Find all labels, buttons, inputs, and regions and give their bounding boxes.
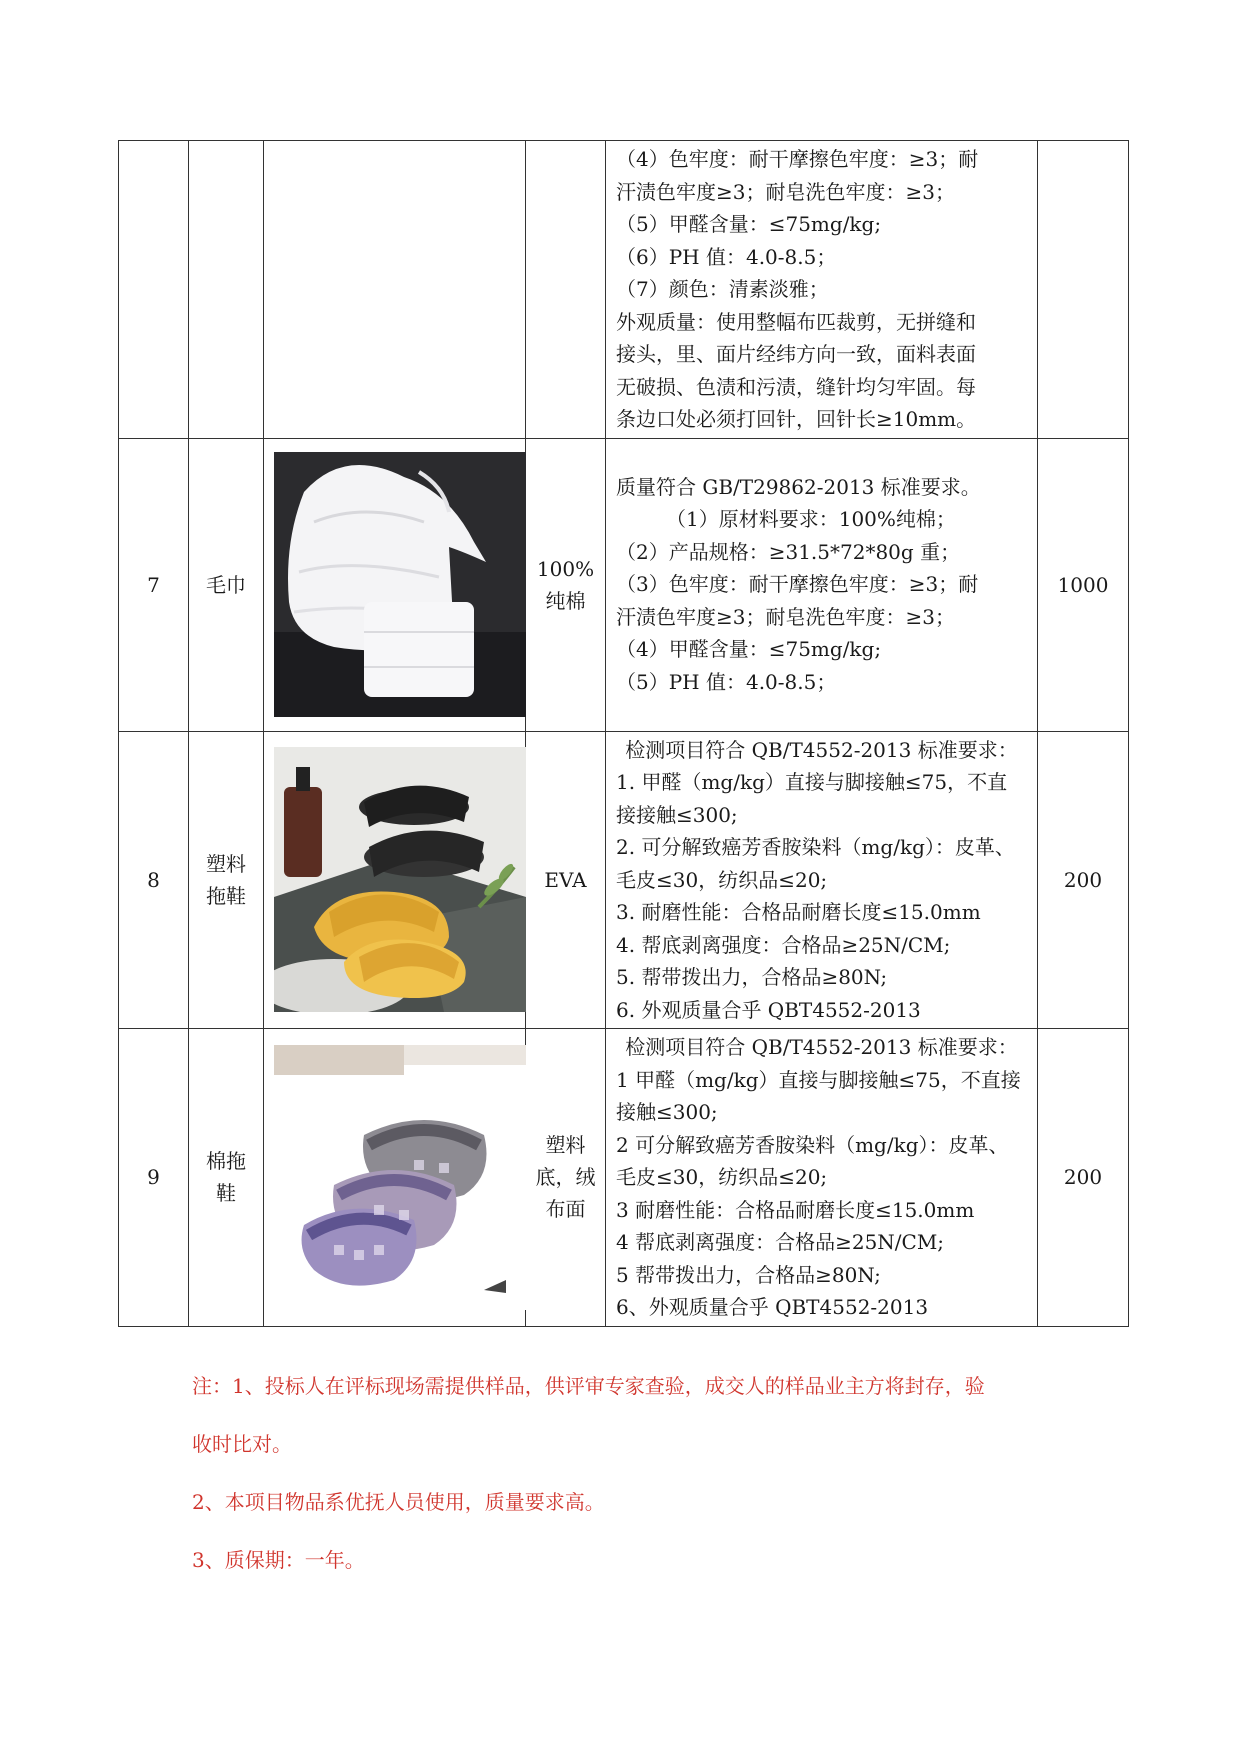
req-line: 2 可分解致癌芳香胺染料（mg/kg）：皮革、 (616, 1132, 1009, 1157)
table-row (119, 438, 1129, 731)
item-name (189, 731, 264, 1029)
spec-table (118, 140, 1129, 1327)
item-image-cell (264, 438, 526, 731)
table-row (119, 1029, 1129, 1327)
req-line: 接头，里、面片经纬方向一致，面料表面 (616, 342, 976, 366)
item-name (189, 438, 264, 731)
item-name-line: 鞋 (216, 1181, 236, 1206)
req-line: 1. 甲醛（mg/kg）直接与脚接触≤75，不直 (616, 770, 1008, 794)
req-line: 检测项目符合 QB/T4552-2013 标准要求： (625, 737, 1018, 762)
item-material (526, 1029, 606, 1327)
req-line: 5 帮带拨出力，合格品≥80N; (616, 1262, 881, 1287)
row-number: 7 (119, 438, 189, 731)
cotton-slippers-photo (274, 1045, 526, 1310)
notes-section (192, 1370, 1092, 1602)
material-line: 塑料 (545, 1133, 586, 1158)
material-line: 底，绒 (535, 1165, 596, 1190)
req-line: （3）色牢度：耐干摩擦色牢度：≥3；耐 (616, 572, 979, 597)
note-line: 2、本项目物品系优抚人员使用，质量要求高。 (192, 1490, 605, 1514)
material-line: 纯棉 (545, 588, 586, 613)
material-line: 布面 (545, 1197, 586, 1222)
material-line: EVA (544, 867, 587, 892)
req-line: 毛皮≤30，纺织品≤20; (616, 1165, 828, 1189)
req-line: 3. 耐磨性能：合格品耐磨长度≤15.0mm (616, 900, 981, 924)
item-image-cell (264, 141, 526, 439)
item-requirements (606, 141, 1038, 439)
item-quantity: 200 (1038, 731, 1129, 1029)
item-name (189, 141, 264, 439)
note-line: 收时比对。 (192, 1432, 292, 1456)
req-line: （5）PH 值：4.0-8.5； (616, 669, 837, 694)
item-material (526, 731, 606, 1029)
table-row (119, 731, 1129, 1029)
material-line: 100% (536, 556, 595, 581)
note-line: 注：1、投标人在评标现场需提供样品，供评审专家查验，成交人的样品业主方将封存，验 (192, 1374, 985, 1398)
req-line: 检测项目符合 QB/T4552-2013 标准要求： (625, 1035, 1018, 1059)
table-row (119, 141, 1129, 439)
item-quantity (1038, 141, 1129, 439)
req-line: （5）甲醛含量：≤75mg/kg; (616, 212, 882, 236)
req-line: 条边口处必须打回针，回针长≥10mm。 (616, 407, 977, 431)
plastic-slippers-photo (274, 747, 526, 1012)
req-line: （2）产品规格：≥31.5*72*80g 重； (616, 539, 961, 564)
item-image-cell (264, 731, 526, 1029)
req-line: 4 帮底剥离强度：合格品≥25N/CM; (616, 1230, 945, 1254)
row-number (119, 141, 189, 439)
white-towel-photo (274, 452, 526, 717)
item-name (189, 1029, 264, 1327)
item-name-line: 塑料 (206, 851, 246, 876)
req-line: 6、外观质量合乎 QBT4552-2013 (616, 1295, 929, 1319)
req-line: 1 甲醛（mg/kg）直接与脚接触≤75，不直接 (616, 1067, 1021, 1092)
req-line: 质量符合 GB/T29862-2013 标准要求。 (616, 474, 981, 499)
item-name-line: 毛巾 (206, 572, 246, 597)
item-image-cell (264, 1029, 526, 1327)
item-quantity: 200 (1038, 1029, 1129, 1327)
item-name-line: 拖鞋 (206, 883, 246, 908)
req-line: 无破损、色渍和污渍，缝针均匀牢固。每 (616, 374, 976, 399)
req-line: （7）颜色：清素淡雅； (616, 277, 829, 301)
req-line: （4）色牢度：耐干摩擦色牢度：≥3；耐 (616, 147, 979, 171)
req-line: 6. 外观质量合乎 QBT4552-2013 (616, 997, 921, 1022)
item-name-line: 棉拖 (206, 1149, 246, 1174)
item-requirements (606, 731, 1038, 1029)
req-line: 5. 帮带拨出力，合格品≥80N; (616, 965, 888, 989)
item-material (526, 141, 606, 439)
req-line: 2. 可分解致癌芳香胺染料（mg/kg）：皮革、 (616, 835, 1015, 859)
req-line: 汗渍色牢度≥3；耐皂洗色牢度：≥3； (616, 604, 955, 629)
item-quantity: 1000 (1038, 438, 1129, 731)
req-line: 3 耐磨性能：合格品耐磨长度≤15.0mm (616, 1197, 975, 1222)
req-line: 4. 帮底剥离强度：合格品≥25N/CM; (616, 932, 951, 957)
note-line: 3、质保期：一年。 (192, 1548, 365, 1572)
item-requirements (606, 1029, 1038, 1327)
req-line: （1）原材料要求：100%纯棉； (666, 507, 956, 532)
row-number: 9 (119, 1029, 189, 1327)
req-line: 接触≤300; (616, 1100, 718, 1124)
req-line: 毛皮≤30，纺织品≤20; (616, 867, 828, 892)
req-line: 接接触≤300; (616, 802, 738, 827)
req-line: 外观质量：使用整幅布匹裁剪，无拼缝和 (616, 309, 976, 334)
row-number: 8 (119, 731, 189, 1029)
item-requirements (606, 438, 1038, 731)
req-line: （6）PH 值：4.0-8.5； (616, 244, 837, 269)
item-material (526, 438, 606, 731)
req-line: 汗渍色牢度≥3；耐皂洗色牢度：≥3； (616, 179, 955, 204)
req-line: （4）甲醛含量：≤75mg/kg; (616, 637, 882, 662)
